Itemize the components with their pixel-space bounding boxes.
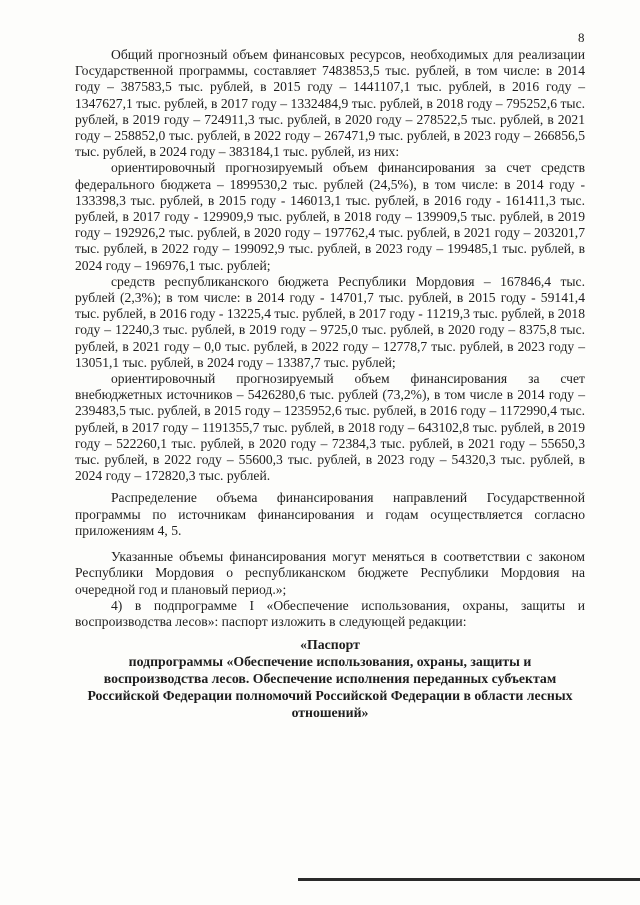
paragraph-distribution: Распределение объема финансирования направлений Государственной программы по источникам финансирования и годам осуществляется согласно приложениям 4, 5.: [75, 490, 585, 538]
passport-heading: «Паспорт: [300, 637, 360, 653]
paragraph-total-funding: Общий прогнозный объем финансовых ресурсов, необходимых для реализации Государственной программы, составляет 7483853,5 тыс. рублей, в том числе: в 2014 году – 387583,5 тыс. рублей, в 2015 году – 1441107,1 тыс. рублей, в 2016 году – 1347627,1 тыс. рублей, в 2017 году – 1332484,9 тыс. рублей, в 2018 году – 795252,6 тыс. рублей, в 2019 году – 724911,3 тыс. рублей, в 2020 году – 278522,5 тыс. рублей, в 2021 году – 258852,0 тыс. рублей, в 2022 году – 267471,9 тыс. рублей, в 2023 году – 266856,5 тыс. рублей, в 2024 году – 383184,1 тыс. рублей, из них:: [75, 47, 585, 160]
page-number: 8: [578, 30, 585, 45]
paragraph-federal-budget: ориентировочный прогнозируемый объем финансирования за счет средств федерального бюджета – 1899530,2 тыс. рублей (24,5%), в том числе: в 2014 году - 133398,3 тыс. рублей, в 2015 году - 146013,1 тыс. рублей, в 2016 году - 161411,3 тыс. рублей, в 2017 году - 129909,9 тыс. рублей, в 2018 году – 139909,5 тыс. рублей, в 2019 году – 192926,2 тыс. рублей, в 2020 году – 197762,4 тыс. рублей, в 2021 году – 203201,7 тыс. рублей, в 2022 году – 199092,9 тыс. рублей, в 2023 году – 199485,1 тыс. рублей, в 2024 году – 196976,1 тыс. рублей;: [75, 160, 585, 273]
paragraph-extrabudgetary: ориентировочный прогнозируемый объем финансирования за счет внебюджетных источников – 5426280,6 тыс. рублей (73,2%), в том числе в 2014 году – 239483,5 тыс. рублей, в 2015 году – 1235952,6 тыс. рублей, в 2016 году – 1172990,4 тыс. рублей, в 2017 году – 1191355,7 тыс. рублей, в 2018 году – 643102,8 тыс. рублей, в 2019 году – 522260,1 тыс. рублей, в 2020 году – 72384,3 тыс. рублей, в 2021 году – 55650,3 тыс. рублей, в 2022 году – 55600,3 тыс. рублей, в 2023 году – 54320,3 тыс. рублей, в 2024 году – 172820,3 тыс. рублей.: [75, 371, 585, 484]
document-body: [75, 47, 585, 721]
passport-subtitle: подпрограммы «Обеспечение использования, охраны, защиты и воспроизводства лесов. Обеспечение исполнения переданных субъектам Российской Федерации полномочий Российской Федерации в области лесных отношений»: [87, 654, 573, 721]
scan-edge-line: [298, 878, 640, 881]
paragraph-subprogram-amendment: 4) в подпрограмме I «Обеспечение использования, охраны, защиты и воспроизводства лесов»: паспорт изложить в следующей редакции:: [75, 597, 585, 629]
paragraph-republic-budget: средств республиканского бюджета Республики Мордовия – 167846,4 тыс. рублей (2,3%); в том числе: в 2014 году - 14701,7 тыс. рублей, в 2015 году - 59141,4 тыс. рублей, в 2016 году - 13225,4 тыс. рублей, в 2017 году - 11219,3 тыс. рублей, в 2018 году – 12240,3 тыс. рублей, в 2019 году – 9725,0 тыс. рублей, в 2020 году – 8375,8 тыс. рублей, в 2021 году – 0,0 тыс. рублей, в 2022 году – 12778,7 тыс. рублей, в 2023 году – 13051,1 тыс. рублей, в 2024 году – 13387,7 тыс. рублей;: [75, 273, 585, 370]
paragraph-volumes-change: Указанные объемы финансирования могут меняться в соответствии с законом Республики Мордовия о республиканском бюджете Республики Мордовия на очередной год и плановый период.»;: [75, 549, 585, 597]
